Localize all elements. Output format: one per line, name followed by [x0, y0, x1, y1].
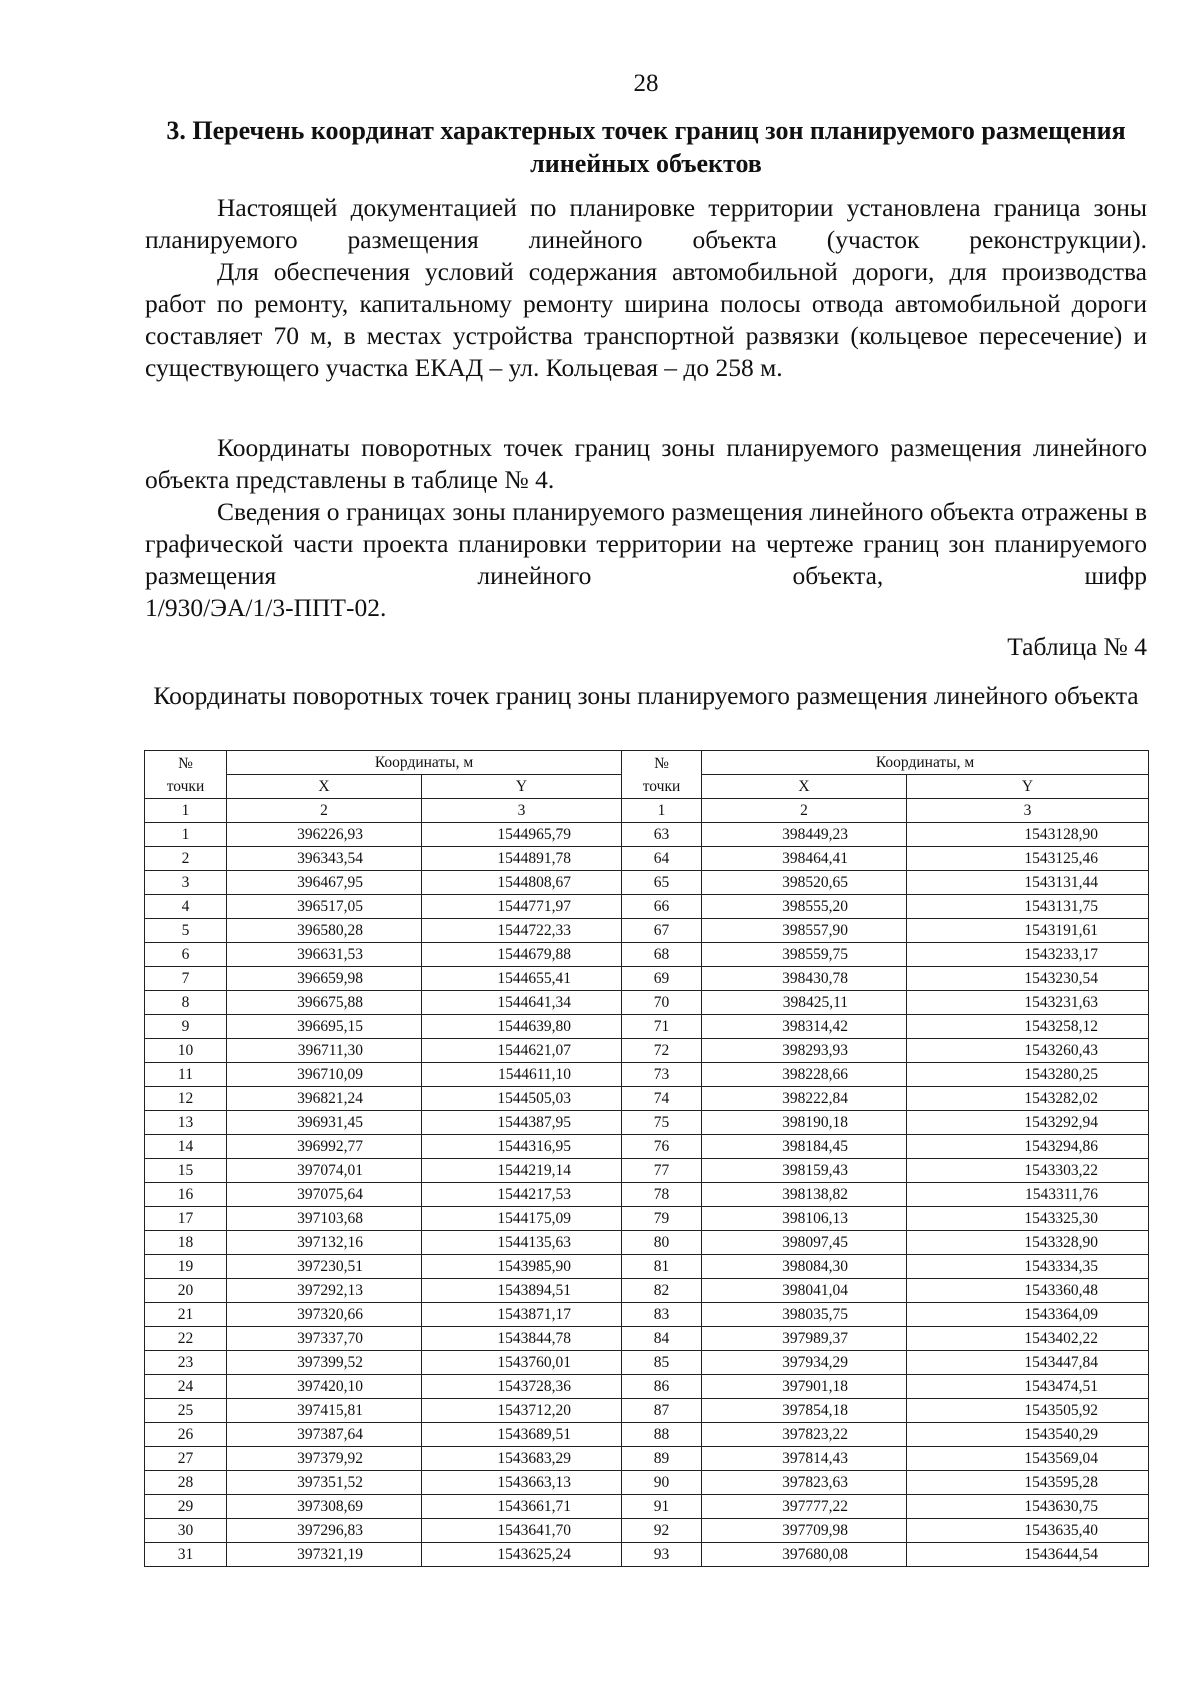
cell-point-no-right: 65 [622, 871, 702, 895]
cell-x-right: 397989,37 [702, 1327, 907, 1351]
cell-x-right: 398035,75 [702, 1303, 907, 1327]
cell-x-left: 397379,92 [227, 1447, 422, 1471]
cell-y-left: 1543663,13 [422, 1471, 622, 1495]
table-row [145, 895, 1149, 919]
cell-point-no-right: 78 [622, 1183, 702, 1207]
cell-y-left: 1543760,01 [422, 1351, 622, 1375]
cell-y-right: 1543630,75 [907, 1495, 1149, 1519]
header-point-word: точки [166, 777, 205, 795]
table-caption: Координаты поворотных точек границ зоны планируемого размещения линейного объекта [153, 681, 1139, 710]
cell-y-right: 1543294,86 [907, 1135, 1149, 1159]
table-row [145, 1039, 1149, 1063]
cell-point-no-left: 24 [145, 1375, 227, 1399]
table-row [145, 1303, 1149, 1327]
cell-x-right: 398557,90 [702, 919, 907, 943]
header-y-left: Y [422, 775, 622, 799]
cell-y-right: 1543328,90 [907, 1231, 1149, 1255]
cell-x-right: 397823,63 [702, 1471, 907, 1495]
cell-y-left: 1544679,88 [422, 943, 622, 967]
header-coordinates-right: Координаты, м [702, 751, 1149, 775]
header-x-left: X [227, 775, 422, 799]
cell-x-right: 398097,45 [702, 1231, 907, 1255]
cell-x-right: 397934,29 [702, 1351, 907, 1375]
table-row [145, 991, 1149, 1015]
table-row [145, 1255, 1149, 1279]
table-row [145, 1519, 1149, 1543]
cell-y-left: 1543894,51 [422, 1279, 622, 1303]
cell-point-no-left: 11 [145, 1063, 227, 1087]
cell-point-no-left: 1 [145, 823, 227, 847]
cell-point-no-right: 67 [622, 919, 702, 943]
cell-y-right: 1543540,29 [907, 1423, 1149, 1447]
table-row [145, 1423, 1149, 1447]
cell-x-right: 398159,43 [702, 1159, 907, 1183]
table-row [145, 847, 1149, 871]
cell-y-right: 1543635,40 [907, 1519, 1149, 1543]
cell-x-left: 397415,81 [227, 1399, 422, 1423]
cell-y-left: 1544217,53 [422, 1183, 622, 1207]
cell-y-right: 1543311,76 [907, 1183, 1149, 1207]
table-row [145, 1063, 1149, 1087]
table-row [145, 919, 1149, 943]
table-row [145, 1087, 1149, 1111]
cell-point-no-left: 29 [145, 1495, 227, 1519]
cell-point-no-left: 18 [145, 1231, 227, 1255]
cell-point-no-right: 69 [622, 967, 702, 991]
cell-x-right: 397814,43 [702, 1447, 907, 1471]
cell-y-right: 1543191,61 [907, 919, 1149, 943]
cell-y-left: 1543844,78 [422, 1327, 622, 1351]
cell-x-left: 397296,83 [227, 1519, 422, 1543]
table-row [145, 871, 1149, 895]
cell-y-right: 1543125,46 [907, 847, 1149, 871]
cell-point-no-left: 31 [145, 1543, 227, 1567]
cell-x-left: 397075,64 [227, 1183, 422, 1207]
cell-x-left: 396659,98 [227, 967, 422, 991]
cell-y-left: 1544505,03 [422, 1087, 622, 1111]
cell-y-left: 1544219,14 [422, 1159, 622, 1183]
cell-point-no-right: 90 [622, 1471, 702, 1495]
cell-x-left: 397399,52 [227, 1351, 422, 1375]
cell-x-left: 397337,70 [227, 1327, 422, 1351]
cell-x-right: 398041,04 [702, 1279, 907, 1303]
cell-x-left: 396710,09 [227, 1063, 422, 1087]
cell-x-right: 398106,13 [702, 1207, 907, 1231]
cell-point-no-right: 86 [622, 1375, 702, 1399]
cell-y-right: 1543303,22 [907, 1159, 1149, 1183]
header-coordinates-left: Координаты, м [227, 751, 622, 775]
cell-y-right: 1543569,04 [907, 1447, 1149, 1471]
cell-x-left: 396343,54 [227, 847, 422, 871]
cell-point-no-left: 28 [145, 1471, 227, 1495]
cell-x-left: 397321,19 [227, 1543, 422, 1567]
cell-y-left: 1544175,09 [422, 1207, 622, 1231]
cell-y-left: 1544611,10 [422, 1063, 622, 1087]
table-row [145, 1471, 1149, 1495]
cell-y-right: 1543402,22 [907, 1327, 1149, 1351]
header-point-no-right [622, 751, 702, 799]
cell-y-right: 1543258,12 [907, 1015, 1149, 1039]
table-row [145, 967, 1149, 991]
cell-x-right: 398559,75 [702, 943, 907, 967]
cell-y-left: 1544965,79 [422, 823, 622, 847]
cell-point-no-left: 20 [145, 1279, 227, 1303]
cell-x-left: 397074,01 [227, 1159, 422, 1183]
cell-point-no-left: 17 [145, 1207, 227, 1231]
cell-x-left: 397292,13 [227, 1279, 422, 1303]
cell-y-right: 1543505,92 [907, 1399, 1149, 1423]
cell-y-right: 1543595,28 [907, 1471, 1149, 1495]
cell-x-left: 396695,15 [227, 1015, 422, 1039]
cell-x-right: 398222,84 [702, 1087, 907, 1111]
cell-x-left: 397308,69 [227, 1495, 422, 1519]
cell-x-left: 397420,10 [227, 1375, 422, 1399]
cell-y-right: 1543292,94 [907, 1111, 1149, 1135]
page-number: 28 [633, 70, 659, 97]
cell-x-right: 398184,45 [702, 1135, 907, 1159]
cell-point-no-left: 26 [145, 1423, 227, 1447]
cell-x-left: 396226,93 [227, 823, 422, 847]
cell-point-no-right: 70 [622, 991, 702, 1015]
cell-point-no-right: 91 [622, 1495, 702, 1519]
cell-x-left: 396821,24 [227, 1087, 422, 1111]
cell-point-no-right: 82 [622, 1279, 702, 1303]
cell-point-no-left: 4 [145, 895, 227, 919]
cell-point-no-right: 80 [622, 1231, 702, 1255]
cell-y-right: 1543230,54 [907, 967, 1149, 991]
table-row [145, 1135, 1149, 1159]
table-header-row-1 [145, 751, 1149, 775]
cell-x-left: 396631,53 [227, 943, 422, 967]
cell-point-no-right: 92 [622, 1519, 702, 1543]
cell-y-left: 1543712,20 [422, 1399, 622, 1423]
table-row [145, 1159, 1149, 1183]
cell-point-no-left: 22 [145, 1327, 227, 1351]
cell-point-no-right: 68 [622, 943, 702, 967]
cell-x-right: 397854,18 [702, 1399, 907, 1423]
table-column-number-row [145, 799, 1149, 823]
cell-point-no-right: 88 [622, 1423, 702, 1447]
cell-y-left: 1544655,41 [422, 967, 622, 991]
cell-point-no-right: 76 [622, 1135, 702, 1159]
cell-point-no-left: 10 [145, 1039, 227, 1063]
cell-x-right: 398138,82 [702, 1183, 907, 1207]
header-point-no-left [145, 751, 227, 799]
table-row [145, 943, 1149, 967]
cell-x-left: 397230,51 [227, 1255, 422, 1279]
cell-y-right: 1543364,09 [907, 1303, 1149, 1327]
cell-x-right: 397823,22 [702, 1423, 907, 1447]
cell-y-left: 1544641,34 [422, 991, 622, 1015]
cell-point-no-right: 63 [622, 823, 702, 847]
cell-point-no-right: 83 [622, 1303, 702, 1327]
cell-y-right: 1543131,44 [907, 871, 1149, 895]
cell-point-no-right: 73 [622, 1063, 702, 1087]
cell-y-right: 1543282,02 [907, 1087, 1149, 1111]
table-row [145, 1351, 1149, 1375]
cell-x-left: 396711,30 [227, 1039, 422, 1063]
cell-point-no-left: 9 [145, 1015, 227, 1039]
cell-point-no-left: 25 [145, 1399, 227, 1423]
cell-x-right: 397709,98 [702, 1519, 907, 1543]
cell-x-right: 398425,11 [702, 991, 907, 1015]
cell-point-no-right: 81 [622, 1255, 702, 1279]
header-y-right: Y [907, 775, 1149, 799]
cell-x-right: 398084,30 [702, 1255, 907, 1279]
table-row [145, 1543, 1149, 1567]
table-row [145, 823, 1149, 847]
table-number: Таблица № 4 [1007, 632, 1147, 661]
cell-point-no-left: 13 [145, 1111, 227, 1135]
coordinates-table [144, 750, 1149, 1567]
table-row [145, 1495, 1149, 1519]
cell-y-right: 1543360,48 [907, 1279, 1149, 1303]
cell-x-right: 398430,78 [702, 967, 907, 991]
cell-point-no-left: 15 [145, 1159, 227, 1183]
header-no-symbol: № [178, 754, 193, 772]
col-num-cell: 3 [422, 799, 622, 823]
cell-x-right: 397680,08 [702, 1543, 907, 1567]
cell-y-left: 1543625,24 [422, 1543, 622, 1567]
cell-point-no-left: 16 [145, 1183, 227, 1207]
cell-point-no-right: 87 [622, 1399, 702, 1423]
cell-y-left: 1544135,63 [422, 1231, 622, 1255]
cell-y-left: 1544387,95 [422, 1111, 622, 1135]
table-row [145, 1231, 1149, 1255]
cell-point-no-left: 12 [145, 1087, 227, 1111]
cell-x-right: 398190,18 [702, 1111, 907, 1135]
table-row [145, 1447, 1149, 1471]
cell-point-no-right: 74 [622, 1087, 702, 1111]
cell-y-left: 1543683,29 [422, 1447, 622, 1471]
cell-y-left: 1544771,97 [422, 895, 622, 919]
cell-x-left: 397132,16 [227, 1231, 422, 1255]
cell-y-left: 1543661,71 [422, 1495, 622, 1519]
cell-point-no-right: 84 [622, 1327, 702, 1351]
cell-y-right: 1543280,25 [907, 1063, 1149, 1087]
paragraph-boundary: Настоящей документацией по планировке территории установлена граница зоны планируемого размещения линейного объекта (участок реконструкции). [145, 193, 1147, 254]
cell-point-no-right: 72 [622, 1039, 702, 1063]
cell-x-right: 398520,65 [702, 871, 907, 895]
cell-x-left: 396992,77 [227, 1135, 422, 1159]
col-num-cell: 1 [145, 799, 227, 823]
cell-x-left: 396675,88 [227, 991, 422, 1015]
table-row [145, 1279, 1149, 1303]
cell-point-no-left: 27 [145, 1447, 227, 1471]
cell-y-left: 1544891,78 [422, 847, 622, 871]
cell-point-no-right: 77 [622, 1159, 702, 1183]
cell-point-no-left: 2 [145, 847, 227, 871]
header-x-right: X [702, 775, 907, 799]
cell-x-right: 398293,93 [702, 1039, 907, 1063]
table-row [145, 1399, 1149, 1423]
cell-y-left: 1544316,95 [422, 1135, 622, 1159]
cell-y-left: 1543728,36 [422, 1375, 622, 1399]
cell-point-no-right: 93 [622, 1543, 702, 1567]
cell-y-right: 1543325,30 [907, 1207, 1149, 1231]
cell-x-left: 397103,68 [227, 1207, 422, 1231]
cell-point-no-right: 71 [622, 1015, 702, 1039]
header-no-symbol: № [654, 754, 669, 772]
cell-point-no-right: 85 [622, 1351, 702, 1375]
cell-point-no-left: 19 [145, 1255, 227, 1279]
col-num-cell: 2 [702, 799, 907, 823]
cell-y-right: 1543334,35 [907, 1255, 1149, 1279]
cell-point-no-left: 21 [145, 1303, 227, 1327]
cell-x-right: 398464,41 [702, 847, 907, 871]
cell-x-left: 397320,66 [227, 1303, 422, 1327]
cell-y-right: 1543474,51 [907, 1375, 1149, 1399]
cell-y-right: 1543644,54 [907, 1543, 1149, 1567]
table-row [145, 1111, 1149, 1135]
cell-x-left: 396467,95 [227, 871, 422, 895]
cell-y-left: 1544639,80 [422, 1015, 622, 1039]
cell-x-left: 396580,28 [227, 919, 422, 943]
cell-x-right: 398228,66 [702, 1063, 907, 1087]
cell-x-right: 398449,23 [702, 823, 907, 847]
paragraph-right-of-way: Для обеспечения условий содержания автомобильной дороги, для производства работ по ремонту, капитальному ремонту ширина полосы отвода автомобильной дороги составляет 70 м, в местах устройства транспортной развязки (кольцевое пересечение) и существующего участка ЕКАД – ул. Кольцевая – до 258 м. [145, 257, 1147, 382]
cell-y-right: 1543131,75 [907, 895, 1149, 919]
table-row [145, 1207, 1149, 1231]
table-row [145, 1327, 1149, 1351]
cell-point-no-right: 75 [622, 1111, 702, 1135]
cell-y-right: 1543231,63 [907, 991, 1149, 1015]
paragraph-coordinates-ref: Координаты поворотных точек границ зоны планируемого размещения линейного объекта представлены в таблице № 4. [145, 433, 1147, 494]
cell-y-left: 1543871,17 [422, 1303, 622, 1327]
paragraph-graphic-part: Сведения о границах зоны планируемого размещения линейного объекта отражены в графической части проекта планировки территории на чертеже границ зон планируемого размещения линейного объекта, шифр [145, 497, 1147, 590]
cell-point-no-left: 23 [145, 1351, 227, 1375]
cell-y-left: 1543985,90 [422, 1255, 622, 1279]
cell-x-right: 398314,42 [702, 1015, 907, 1039]
cell-x-right: 397777,22 [702, 1495, 907, 1519]
cell-x-right: 398555,20 [702, 895, 907, 919]
cell-x-left: 397351,52 [227, 1471, 422, 1495]
col-num-cell: 3 [907, 799, 1149, 823]
cell-y-left: 1544808,67 [422, 871, 622, 895]
cell-point-no-left: 30 [145, 1519, 227, 1543]
cell-point-no-right: 79 [622, 1207, 702, 1231]
cell-point-no-left: 3 [145, 871, 227, 895]
cell-y-left: 1544621,07 [422, 1039, 622, 1063]
table-row [145, 1015, 1149, 1039]
paragraph-drawing-code: 1/930/ЭА/1/3-ППТ-02. [145, 593, 387, 622]
cell-point-no-right: 66 [622, 895, 702, 919]
cell-y-left: 1543641,70 [422, 1519, 622, 1543]
cell-point-no-left: 5 [145, 919, 227, 943]
cell-y-right: 1543233,17 [907, 943, 1149, 967]
cell-point-no-left: 14 [145, 1135, 227, 1159]
header-point-word: точки [642, 777, 681, 795]
section-heading: 3. Перечень координат характерных точек границ зон планируемого размещения линейных объектов [166, 116, 1126, 178]
cell-y-right: 1543128,90 [907, 823, 1149, 847]
cell-point-no-left: 6 [145, 943, 227, 967]
cell-y-left: 1543689,51 [422, 1423, 622, 1447]
cell-point-no-left: 8 [145, 991, 227, 1015]
cell-point-no-right: 64 [622, 847, 702, 871]
table-row [145, 1183, 1149, 1207]
cell-point-no-right: 89 [622, 1447, 702, 1471]
cell-y-right: 1543447,84 [907, 1351, 1149, 1375]
cell-y-right: 1543260,43 [907, 1039, 1149, 1063]
cell-x-left: 396517,05 [227, 895, 422, 919]
cell-x-right: 397901,18 [702, 1375, 907, 1399]
cell-y-left: 1544722,33 [422, 919, 622, 943]
table-row [145, 1375, 1149, 1399]
cell-x-left: 396931,45 [227, 1111, 422, 1135]
cell-x-left: 397387,64 [227, 1423, 422, 1447]
col-num-cell: 2 [227, 799, 422, 823]
col-num-cell: 1 [622, 799, 702, 823]
cell-point-no-left: 7 [145, 967, 227, 991]
